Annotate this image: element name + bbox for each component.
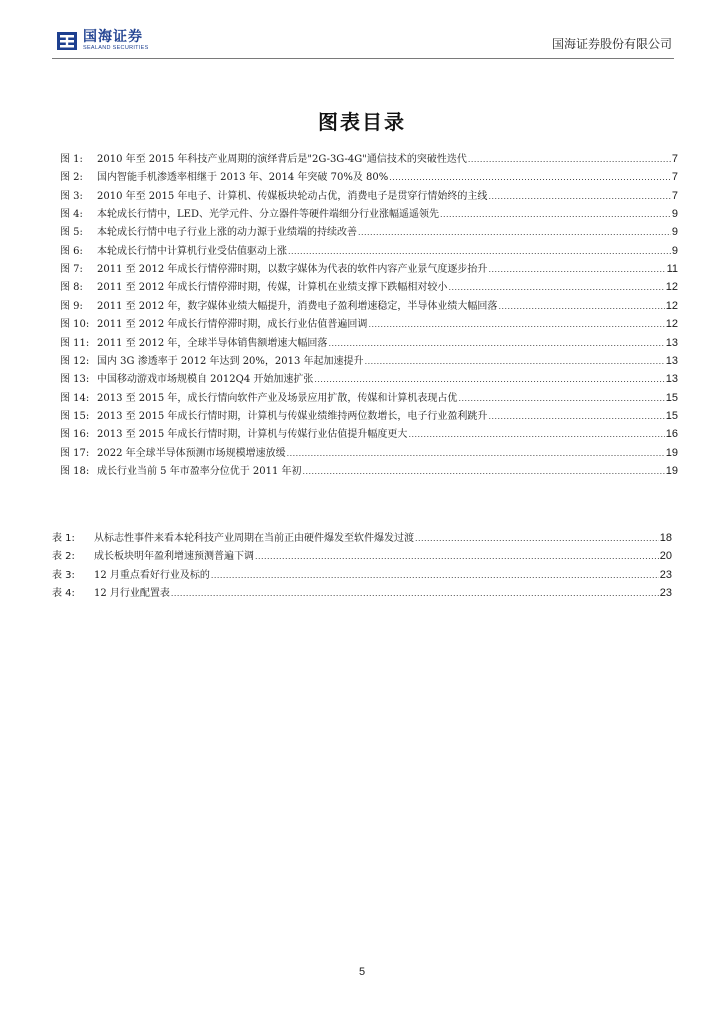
table-list-item[interactable] — [52, 531, 672, 546]
entry-label: 图 16: — [60, 429, 90, 441]
dot-leader — [498, 299, 664, 313]
entry-label: 表 4: — [52, 587, 75, 599]
entry-page-number: 13 — [665, 373, 678, 386]
figure-list-item[interactable] — [60, 225, 678, 240]
entry-title: 2011 至 2012 年成长行情停滞时期，传媒，计算机在业绩支撑下跌幅相对较小 — [97, 282, 448, 294]
entry-label: 图 17: — [60, 447, 90, 459]
entry-label: 表 2: — [52, 551, 75, 563]
entry-label: 图 12: — [60, 355, 90, 367]
dot-leader — [303, 464, 665, 478]
entry-title: 2011 至 2012 年，数字媒体业绩大幅提升，消费电子盈利增速稳定，半导体业绩大幅回落 — [97, 300, 498, 312]
dot-leader — [288, 244, 671, 258]
entry-label: 图 9: — [60, 300, 83, 312]
entry-title: 国内 3G 渗透率于 2012 年达到 20%，2013 年起加速提升 — [97, 355, 364, 367]
figure-list-item[interactable] — [60, 280, 678, 295]
logo-en-text: SEALAND SECURITIES — [83, 45, 149, 52]
company-name: 国海证券股份有限公司 — [551, 37, 672, 51]
entry-label: 图 8: — [60, 282, 83, 294]
dot-leader — [314, 372, 664, 386]
entry-page-number: 19 — [665, 446, 678, 459]
page-number: 5 — [358, 966, 366, 978]
entry-page-number: 13 — [665, 354, 678, 367]
entry-page-number: 12 — [665, 281, 678, 294]
entry-page-number: 23 — [659, 568, 672, 581]
dot-leader — [365, 354, 665, 368]
dot-leader — [328, 336, 664, 350]
figure-list-item[interactable] — [60, 372, 678, 387]
figure-list-item[interactable] — [60, 244, 678, 259]
entry-label: 图 15: — [60, 410, 90, 422]
entry-page-number: 9 — [671, 244, 678, 257]
entry-title: 12 月行业配置表 — [94, 587, 170, 599]
entry-title: 成长行业当前 5 年市盈率分位优于 2011 年初 — [97, 465, 302, 477]
dot-leader — [415, 531, 659, 545]
company-logo — [56, 28, 149, 54]
dot-leader — [255, 549, 659, 563]
figure-list-item[interactable] — [60, 354, 678, 369]
page-header — [52, 22, 674, 59]
figure-list-item[interactable] — [60, 446, 678, 461]
entry-title: 2013 至 2015 年，成长行情向软件产业及场景应用扩散，传媒和计算机表现占优 — [97, 392, 458, 404]
entry-page-number: 12 — [665, 299, 678, 312]
entry-page-number: 9 — [671, 208, 678, 221]
dot-leader — [171, 586, 659, 600]
entry-label: 图 10: — [60, 319, 90, 331]
dot-leader — [358, 225, 671, 239]
entry-label: 图 1: — [60, 154, 83, 165]
entry-title: 本轮成长行情中电子行业上涨的动力源于业绩端的持续改善 — [97, 227, 357, 239]
dot-leader — [440, 207, 671, 221]
entry-label: 图 2: — [60, 172, 83, 184]
entry-page-number: 12 — [665, 318, 678, 331]
entry-page-number: 15 — [665, 409, 678, 422]
entry-title: 2011 至 2012 年，全球半导体销售额增速大幅回落 — [97, 337, 328, 349]
figure-list-item[interactable] — [60, 409, 678, 424]
entry-title: 2013 至 2015 年成长行情时期，计算机与传媒行业估值提升幅度更大 — [97, 429, 408, 441]
entry-page-number: 11 — [666, 263, 678, 276]
dot-leader — [488, 189, 670, 203]
dot-leader — [408, 427, 664, 441]
entry-label: 图 13: — [60, 374, 90, 386]
entry-title: 国内智能手机渗透率相继于 2013 年、2014 年突破 70%及 80% — [97, 172, 389, 184]
figure-list-item[interactable] — [60, 427, 678, 442]
entry-title: 2010 年至 2015 年科技产业周期的演绎背后是"2G-3G-4G"通信技术的突破性迭代 — [97, 154, 467, 165]
entry-page-number: 23 — [659, 586, 672, 599]
table-list-item[interactable] — [52, 568, 672, 583]
entry-page-number: 7 — [671, 189, 678, 202]
entry-page-number: 20 — [659, 550, 672, 563]
entry-title: 中国移动游戏市场规模自 2012Q4 开始加速扩张 — [97, 374, 314, 386]
dot-leader — [287, 446, 665, 460]
entry-page-number: 13 — [665, 336, 678, 349]
entry-title: 12 月重点看好行业及标的 — [94, 569, 210, 581]
entry-title: 从标志性事件来看本轮科技产业周期在当前正由硬件爆发至软件爆发过渡 — [94, 533, 414, 544]
dot-leader — [458, 391, 664, 405]
entry-label: 表 1: — [52, 533, 75, 544]
dot-leader — [368, 317, 664, 331]
entry-title: 2013 至 2015 年成长行情时期，计算机与传媒业绩维持两位数增长，电子行业盈利跳升 — [97, 410, 488, 422]
figure-list-item[interactable] — [60, 391, 678, 406]
page-title: 图表目录 — [318, 110, 406, 134]
entry-title: 2011 至 2012 年成长行情停滞时期，成长行业估值普遍回调 — [97, 319, 368, 331]
entry-title: 2010 年至 2015 年电子、计算机、传媒板块轮动占优，消费电子是贯穿行情始终的主线 — [97, 190, 488, 202]
entry-page-number: 7 — [671, 171, 678, 184]
figure-list-item[interactable] — [60, 336, 678, 351]
entry-label: 图 4: — [60, 209, 83, 221]
entry-title: 2022 年全球半导体预测市场规模增速放缓 — [97, 447, 286, 459]
dot-leader — [389, 170, 671, 184]
entry-page-number: 9 — [671, 226, 678, 239]
entry-page-number: 19 — [665, 464, 678, 477]
figure-list-item[interactable] — [60, 170, 678, 185]
entry-page-number: 15 — [665, 391, 678, 404]
entry-label: 图 14: — [60, 392, 90, 404]
entry-label: 图 18: — [60, 465, 90, 477]
logo-cn-text: 国海证券 — [83, 29, 143, 46]
sealand-logo-icon — [56, 30, 78, 52]
figure-list-item[interactable] — [60, 299, 678, 314]
entry-label: 表 3: — [52, 569, 75, 581]
figure-list-item[interactable] — [60, 464, 678, 479]
dot-leader — [488, 409, 664, 423]
entry-label: 图 6: — [60, 245, 83, 257]
table-list-item[interactable] — [52, 586, 672, 601]
figure-list-item[interactable] — [60, 262, 678, 277]
entry-page-number: 18 — [659, 532, 672, 544]
dot-leader — [448, 280, 664, 294]
entry-label: 图 11: — [60, 337, 90, 349]
entry-page-number: 7 — [671, 153, 678, 165]
dot-leader — [488, 262, 665, 276]
entry-label: 图 3: — [60, 190, 83, 202]
figure-list-item[interactable] — [60, 189, 678, 204]
dot-leader — [468, 152, 671, 166]
dot-leader — [211, 568, 659, 582]
entry-title: 本轮成长行情中计算机行业受估值驱动上涨 — [97, 245, 287, 257]
entry-label: 图 7: — [60, 264, 83, 276]
entry-title: 本轮成长行情中，LED、光学元件、分立器件等硬件端细分行业涨幅遥遥领先 — [97, 209, 439, 221]
figure-list-item[interactable] — [60, 207, 678, 222]
table-list-item[interactable] — [52, 549, 672, 564]
entry-title: 2011 至 2012 年成长行情停滞时期，以数字媒体为代表的软件内容产业景气度逐步抬升 — [97, 264, 488, 276]
entry-page-number: 16 — [665, 428, 678, 441]
figure-list-item[interactable] — [60, 317, 678, 332]
entry-title: 成长板块明年盈利增速预测普遍下调 — [94, 551, 254, 563]
figure-list-item[interactable] — [60, 152, 678, 167]
entry-label: 图 5: — [60, 227, 83, 239]
